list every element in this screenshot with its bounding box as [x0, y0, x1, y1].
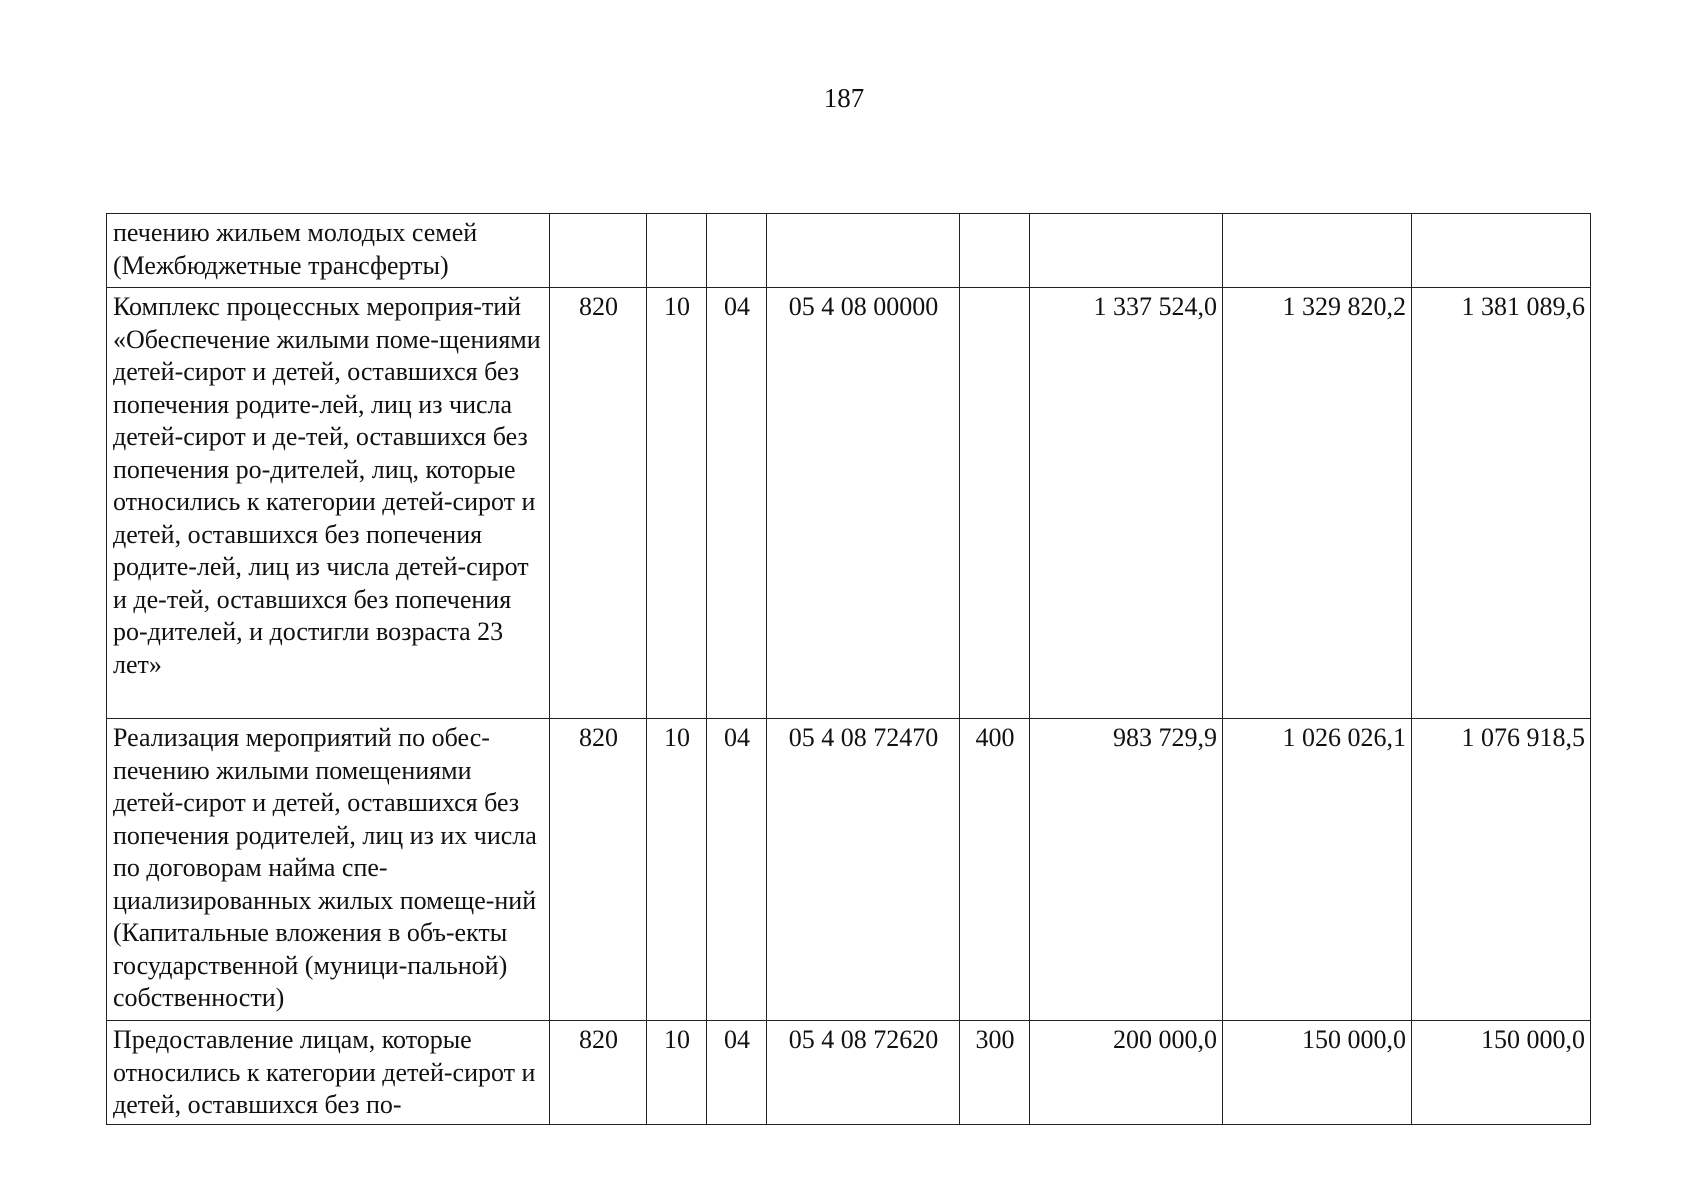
table-row — [107, 1021, 1591, 1125]
subsection-code-cell: 04 — [707, 1021, 767, 1125]
subsection-code-cell — [707, 214, 767, 288]
sum-year-2-cell: 150 000,0 — [1223, 1021, 1412, 1125]
expense-type-cell: 300 — [960, 1021, 1030, 1125]
row-name-cell: печению жильем молодых семей (Межбюджетные трансферты) — [107, 214, 550, 288]
budget-table — [106, 213, 1591, 1125]
sum-year-1-cell: 983 729,9 — [1030, 719, 1223, 1021]
expense-type-cell — [960, 214, 1030, 288]
ministry-code-cell: 820 — [550, 1021, 647, 1125]
sum-year-3-cell: 150 000,0 — [1412, 1021, 1591, 1125]
section-code-cell: 10 — [647, 1021, 707, 1125]
sum-year-3-cell: 1 381 089,6 — [1412, 288, 1591, 719]
sum-year-1-cell — [1030, 214, 1223, 288]
row-name-cell: Предоставление лицам, которые относились к категории детей-сирот и детей, оставшихся без по- — [107, 1021, 550, 1125]
row-name-cell: Реализация мероприятий по обес-печению жилыми помещениями детей-сирот и детей, оставшихся без попечения родителей, лиц из их числа по договорам найма спе-циализированных жилых помеще-ний (Капитальные вложения в объ-екты государственной (муници-пальной) собственности) — [107, 719, 550, 1021]
target-article-cell: 05 4 08 72470 — [767, 719, 960, 1021]
page-number: 187 — [823, 83, 865, 113]
target-article-cell: 05 4 08 72620 — [767, 1021, 960, 1125]
sum-year-3-cell: 1 076 918,5 — [1412, 719, 1591, 1021]
sum-year-2-cell: 1 329 820,2 — [1223, 288, 1412, 719]
subsection-code-cell: 04 — [707, 719, 767, 1021]
ministry-code-cell — [550, 214, 647, 288]
expense-type-cell: 400 — [960, 719, 1030, 1021]
row-name-cell: Комплекс процессных мероприя-тий «Обеспечение жилыми поме-щениями детей-сирот и детей, оставшихся без попечения родите-лей, лиц из числа детей-сирот и де-тей, оставшихся без попечения ро-дителей, лиц, которые относились к категории детей-сирот и детей, оставшихся без попечения родите-лей, лиц из числа детей-сирот и де-тей, оставшихся без попечения ро-дителей, и достигли возраста 23 лет» — [107, 288, 550, 719]
target-article-cell — [767, 214, 960, 288]
ministry-code-cell: 820 — [550, 288, 647, 719]
section-code-cell: 10 — [647, 719, 707, 1021]
target-article-cell: 05 4 08 00000 — [767, 288, 960, 719]
section-code-cell: 10 — [647, 288, 707, 719]
table-row — [107, 719, 1591, 1021]
sum-year-2-cell — [1223, 214, 1412, 288]
sum-year-3-cell — [1412, 214, 1591, 288]
sum-year-1-cell: 200 000,0 — [1030, 1021, 1223, 1125]
table-row — [107, 214, 1591, 288]
sum-year-1-cell: 1 337 524,0 — [1030, 288, 1223, 719]
ministry-code-cell: 820 — [550, 719, 647, 1021]
expense-type-cell — [960, 288, 1030, 719]
table-row — [107, 288, 1591, 719]
sum-year-2-cell: 1 026 026,1 — [1223, 719, 1412, 1021]
subsection-code-cell: 04 — [707, 288, 767, 719]
section-code-cell — [647, 214, 707, 288]
